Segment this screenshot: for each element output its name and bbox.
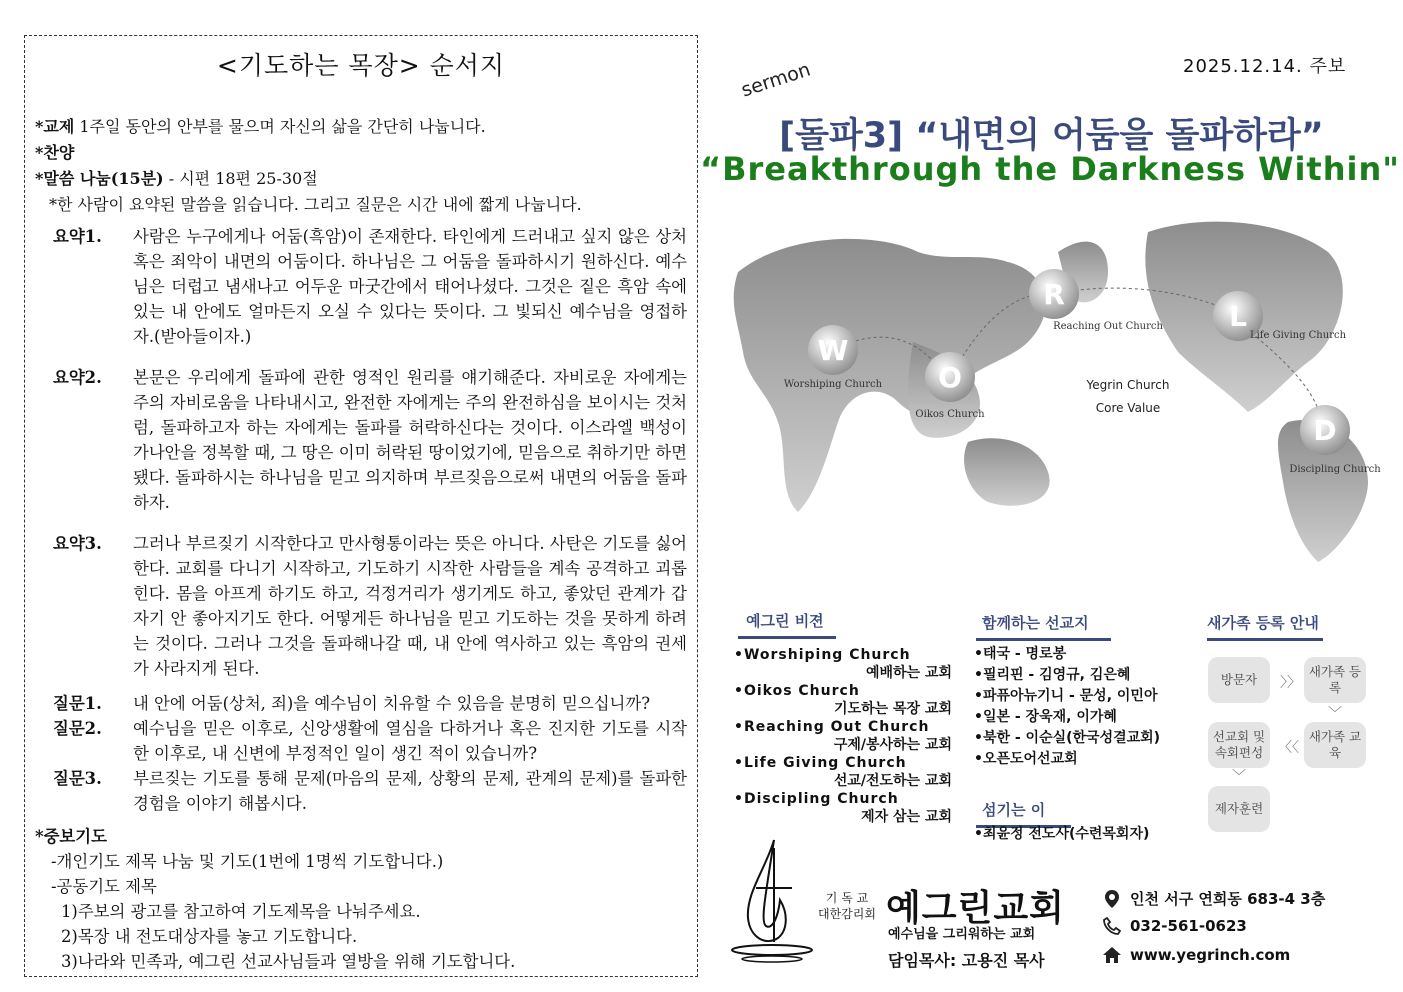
fellowship-text: 1주일 동안의 안부를 물으며 자신의 삶을 간단히 나눕니다. xyxy=(74,117,486,136)
website-line[interactable] xyxy=(1102,946,1290,964)
vision-item-ko: 기도하는 목장 교회 xyxy=(834,701,952,717)
servants-list xyxy=(974,825,1149,843)
question-3-text: 부르짖는 기도를 통해 문제(마음의 문제, 상황의 문제, 관계의 문제)를 돌파한 경험을 이야기 해봅시다. xyxy=(133,769,687,813)
world-map-graphic xyxy=(728,192,1398,572)
scripture-reference: - 시편 18편 25-30절 xyxy=(163,169,318,188)
node-d-letter: D xyxy=(1313,414,1337,447)
vision-item-en: •Reaching Out Church xyxy=(734,719,930,735)
step-registration: 새가족 등록 xyxy=(1304,657,1366,703)
address-line xyxy=(1102,888,1325,909)
prayer-line: 3)나라와 민족과, 예그린 선교사님들과 열방을 위해 기도합니다. xyxy=(61,952,516,971)
mission-item: •태국 - 명로봉 xyxy=(974,646,1067,662)
question-2-text: 예수님을 믿은 이후로, 신앙생활에 열심을 다하거나 혹은 진지한 기도를 시작한 이후로, 내 신변에 부정적인 일이 생긴 적이 있습니까? xyxy=(133,719,687,763)
vision-item xyxy=(734,790,952,826)
intercession-section xyxy=(35,824,687,974)
vision-item-ko: 제자 삼는 교회 xyxy=(861,809,952,825)
summary-1 xyxy=(35,224,687,349)
summary-1-label: 요약1. xyxy=(53,227,102,246)
vision-item-ko: 예배하는 교회 xyxy=(865,665,952,681)
node-o-letter: O xyxy=(938,361,962,394)
mission-item: •필리핀 - 김영규, 김은혜 xyxy=(974,667,1131,683)
missions-list xyxy=(974,644,1160,770)
node-r-letter: R xyxy=(1043,278,1065,311)
vision-item-ko: 선교/전도하는 교회 xyxy=(833,773,952,789)
mission-item: •북한 - 이순실(한국성결교회) xyxy=(974,730,1161,746)
vision-list xyxy=(734,646,952,826)
denomination-line-2: 대한감리회 xyxy=(818,907,876,921)
word-sharing-label: *말씀 나눔(15분) xyxy=(35,169,164,188)
order-of-service-panel xyxy=(24,35,698,977)
vision-item-en: •Oikos Church xyxy=(734,683,860,699)
vision-item xyxy=(734,646,952,682)
denomination-label xyxy=(818,890,876,922)
map-center-line-2: Core Value xyxy=(1095,401,1161,415)
bulletin-date: 2025.12.14. 주보 xyxy=(1183,56,1347,77)
vision-heading: 예그린 비젼 xyxy=(738,610,836,639)
map-center-line-1: Yegrin Church xyxy=(1086,378,1170,392)
question-2 xyxy=(35,716,687,766)
node-d xyxy=(1289,405,1381,475)
location-pin-icon xyxy=(1102,890,1122,908)
node-d-caption: Discipling Church xyxy=(1289,464,1381,475)
node-w-caption: Worshiping Church xyxy=(783,379,883,390)
question-1-label: 질문1. xyxy=(53,694,102,713)
summary-2 xyxy=(35,365,687,515)
question-1-text: 내 안에 어둠(상처, 죄)을 예수님이 치유할 수 있음을 분명히 믿으십니까? xyxy=(133,694,651,713)
mission-item: •일본 - 장욱재, 이가혜 xyxy=(974,709,1117,725)
servant-item: •최윤정 전도사(수련목회자) xyxy=(974,826,1150,842)
church-name: 예그린교회 xyxy=(886,888,1065,929)
node-r-caption: Reaching Out Church xyxy=(1053,321,1163,332)
vision-item-en: •Life Giving Church xyxy=(734,755,907,771)
prayer-line: 2)목장 내 전도대상자를 놓고 기도합니다. xyxy=(61,927,358,946)
vision-item-en: •Discipling Church xyxy=(734,791,899,807)
node-l-letter: L xyxy=(1229,300,1247,333)
sermon-tag: sermon xyxy=(738,58,814,102)
question-2-label: 질문2. xyxy=(53,719,102,738)
node-o-caption: Oikos Church xyxy=(915,409,985,420)
arrow-left-icon: 〈〈 xyxy=(1278,740,1299,756)
senior-pastor: 담임목사: 고용진 목사 xyxy=(888,951,1045,970)
vision-item xyxy=(734,718,952,754)
church-slogan: 예수님을 그리워하는 교회 xyxy=(888,927,1036,942)
summary-2-text: 본문은 우리에게 돌파에 관한 영적인 원리를 얘기해준다. 자비로운 자에게는 주의 자비로움을 나타내시고, 완전한 자에게는 주의 완전하심을 보이시는 것처럼, 돌파하고자 하는 자에게는 돌파를 허락하신다는 것이다. 이스라엘 백성이 가나안을 정복할 때, 그 땅은 이미 허락된 땅이었기에, 믿음으로 취하기만 하면 됐다. 돌파하시는 하나님을 믿고 의지하며 부르짖음으로써 내면의 어둠을 돌파하자. xyxy=(133,368,687,512)
step-education: 새가족 교육 xyxy=(1304,722,1366,768)
missions-heading: 함께하는 선교지 xyxy=(976,612,1111,641)
arrow-right-icon: 〉〉 xyxy=(1280,675,1301,691)
prayer-line: -공동기도 제목 xyxy=(51,877,157,896)
node-l-caption: Life Giving Church xyxy=(1249,330,1347,341)
phone-icon xyxy=(1102,917,1122,935)
website-link[interactable]: www.yegrinch.com xyxy=(1130,946,1291,964)
node-w-letter: W xyxy=(817,334,849,367)
word-sharing-line xyxy=(35,166,687,192)
intercession-heading: *중보기도 xyxy=(35,827,107,846)
arrow-down-icon: ﹀ xyxy=(1232,769,1246,785)
summary-1-text: 사람은 누구에게나 어둠(흑암)이 존재한다. 타인에게 드러내고 싶지 않은 상처 혹은 죄악이 내면의 어둠이다. 하나님은 그 어둠을 돌파하시기 원하신다. 예수님은 더럽고 냄새나고 어두운 마굿간에서 태어나셨다. 그것은 짙은 흑암 속에 있는 내 안에도 얼마든지 오실 수 있다는 뜻이다. 그 빛되신 예수님을 영접하자.(받아들이자.) xyxy=(133,227,687,346)
summary-2-label: 요약2. xyxy=(53,368,102,387)
step-visitor: 방문자 xyxy=(1208,657,1270,703)
vision-item xyxy=(734,682,952,718)
question-3-label: 질문3. xyxy=(53,769,102,788)
servants-heading: 섬기는 이 xyxy=(976,799,1071,828)
denomination-line-1: 기 독 교 xyxy=(825,891,869,905)
vision-item xyxy=(734,754,952,790)
prayer-line: -개인기도 제목 나눔 및 기도(1번에 1명씩 기도합니다.) xyxy=(51,852,444,871)
prayer-line: 1)주보의 광고를 참고하여 기도제목을 나눠주세요. xyxy=(61,902,421,921)
vision-item-en: •Worshiping Church xyxy=(734,647,911,663)
question-3 xyxy=(35,766,687,816)
world-map-core-values xyxy=(728,192,1398,572)
phone-line xyxy=(1102,917,1247,935)
summary-3-label: 요약3. xyxy=(53,534,102,553)
arrow-down-icon: ﹀ xyxy=(1328,706,1342,722)
newcomer-heading: 새가족 등록 안내 xyxy=(1207,612,1323,641)
sermon-title: [돌파3] “내면의 어둠을 돌파하라” xyxy=(779,116,1324,156)
page-title: <기도하는 목장> 순서지 xyxy=(216,51,506,80)
praise-label: *찬양 xyxy=(35,143,75,162)
vision-item-ko: 구제/봉사하는 교회 xyxy=(833,737,952,753)
phone-text: 032-561-0623 xyxy=(1130,917,1247,935)
mission-item: •파퓨아뉴기니 - 문성, 이민아 xyxy=(974,688,1158,704)
home-icon xyxy=(1102,947,1122,963)
summary-3 xyxy=(35,531,687,681)
mission-item: •오픈도어선교회 xyxy=(974,751,1078,767)
fellowship-label: *교제 xyxy=(35,117,75,136)
step-assignment: 선교회 및 속회편성 xyxy=(1208,722,1270,768)
sermon-title-english: “Breakthrough the Darkness Within" xyxy=(700,150,1400,188)
summary-3-text: 그러나 부르짖기 시작한다고 만사형통이라는 뜻은 아니다. 사탄은 기도를 싫어한다. 교회를 다니기 시작하고, 기도하기 시작한 사람들을 계속 공격하고 괴롭힌다. 몸을 아프게 하기도 하고, 걱정거리가 생기게도 하고, 좋았던 관계가 갑자기 안 좋아지기도 한다. 어떻게든 하나님을 믿고 기도하는 것을 못하게 하려는 것이다. 그러나 그것을 돌파해나갈 때, 내 안에 역사하고 있는 흑암의 권세가 사라지게 된다. xyxy=(133,534,687,678)
question-1 xyxy=(35,691,687,716)
step-discipleship: 제자훈련 xyxy=(1208,786,1270,832)
church-logo-icon xyxy=(726,838,816,968)
address-text: 인천 서구 연희동 683-4 3층 xyxy=(1130,890,1326,908)
instruction-note: *한 사람이 요약된 말씀을 읽습니다. 그리고 질문은 시간 내에 짧게 나눕니다. xyxy=(49,195,582,214)
